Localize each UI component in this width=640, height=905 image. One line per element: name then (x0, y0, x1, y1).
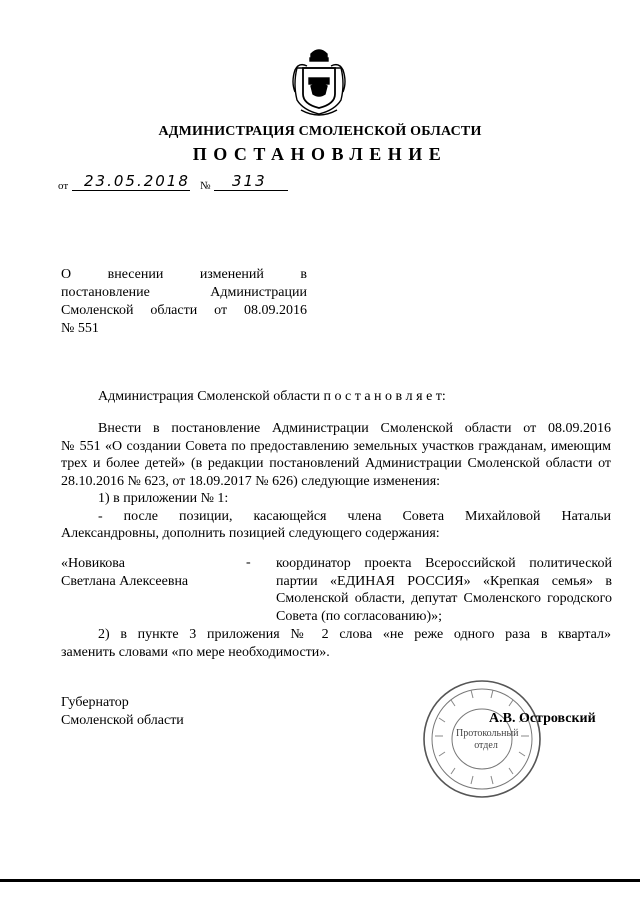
stamp-line: Протокольный (456, 728, 519, 739)
sub-item-line: - после позиции, касающейся члена Совета Михайловой Натальи (98, 508, 611, 524)
item-2-line: 2) в пункте 3 приложения № 2 слова «не реже одного раза в квартал» (98, 627, 611, 642)
signatory-name: А.В. Островский (489, 711, 596, 726)
sub-item-line: Александровны, дополнить позицией следующего содержания: (61, 526, 440, 541)
number-underline (214, 190, 288, 191)
item-2-line: заменить словами «по мере необходимости». (61, 644, 330, 660)
resolution-intro: Администрация Смоленской области п о с т а н о в л я е т: (98, 389, 446, 404)
main-paragraph-first-line: Внести в постановление Администрации Смоленской области от 08.09.2016 (98, 421, 611, 436)
date-underline (72, 190, 190, 191)
entry-given-names: Светлана Алексеевна (61, 573, 189, 589)
item-1: 1) в приложении № 1: (98, 491, 229, 506)
main-paragraph: № 551 «О создании Совета по предоставлению земельных участков гражданам, имеющим трех и более детей» (в редакции постановлений Администрации Смоленской области от 28.10.2016 № 623, от 18.09.2017 № 626) следующие изменения: (61, 438, 611, 489)
stamp-text (456, 728, 519, 752)
signatory-title-line: Смоленской области (61, 712, 184, 728)
footer-rule (0, 879, 640, 882)
stamp-line: отдел (474, 740, 498, 751)
entry-name (61, 555, 188, 590)
subject-line: Смоленской области от 08.09.2016 (61, 303, 307, 318)
date-number-line (58, 174, 318, 194)
document-subject (61, 266, 307, 338)
signatory-title (61, 694, 184, 729)
organization-name: АДМИНИСТРАЦИЯ СМОЛЕНСКОЙ ОБЛАСТИ (158, 124, 482, 139)
entry-surname: «Новикова (61, 556, 125, 571)
subject-line: О внесении изменений в (61, 267, 307, 282)
subject-line: № 551 (61, 321, 99, 336)
resolution-body (61, 420, 611, 543)
number-value: 313 (232, 172, 267, 190)
item-2 (61, 626, 611, 661)
number-label: № (200, 180, 211, 192)
date-value: 23.05.2018 (84, 172, 190, 190)
coat-of-arms-emblem (289, 44, 349, 120)
document-type: ПОСТАНОВЛЕНИЕ (192, 144, 448, 164)
subject-line: постановление Администрации (61, 285, 307, 300)
signatory-title-line: Губернатор (61, 695, 129, 710)
date-label: от (58, 180, 69, 192)
entry-dash: - (246, 555, 251, 570)
entry-description: координатор проекта Всероссийской политической партии «ЕДИНАЯ РОССИЯ» «Крепкая семья» в Смоленской области, депутат Смоленского городского Совета (по согласованию)»; (276, 556, 612, 624)
